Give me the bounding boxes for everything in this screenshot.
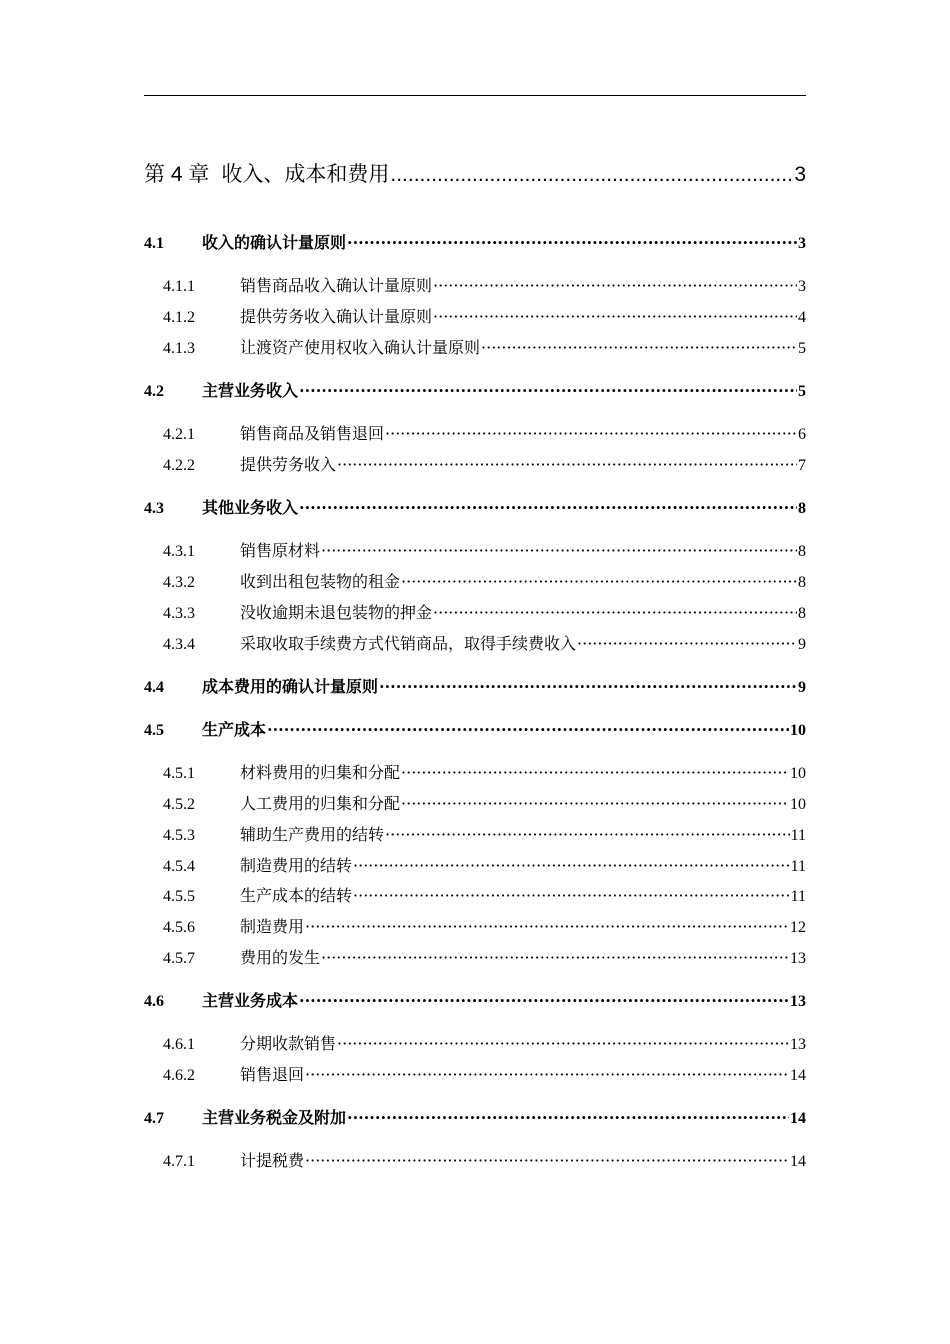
toc-subsection-title: 销售退回: [240, 1065, 305, 1084]
toc-subsection-title: 计提税费: [240, 1151, 305, 1170]
toc-leader-dots: [433, 276, 797, 295]
toc-section-title: 成本费用的确认计量原则: [202, 677, 379, 696]
toc-subsection-page: 5: [798, 340, 806, 357]
toc-subsection-entry[interactable]: [163, 853, 806, 877]
toc-subsection-number: 4.1.3: [163, 340, 195, 357]
toc-section-number: 4.6: [144, 993, 164, 1010]
toc-leader-dots: [305, 917, 789, 936]
toc-leader-dots: [267, 720, 789, 739]
toc-section-entry[interactable]: [144, 988, 806, 1012]
toc-leader-dots: [385, 424, 797, 443]
toc-subsection-title: 销售商品及销售退回: [240, 424, 385, 443]
toc-leader-dots: [321, 948, 789, 967]
toc-section-number: 4.5: [144, 722, 164, 739]
toc-subsection-entry[interactable]: [163, 883, 806, 907]
toc-subsection-entry[interactable]: [163, 421, 806, 445]
toc-subsection-number: 4.5.6: [163, 919, 195, 936]
toc-section-title: 收入的确认计量原则: [202, 233, 347, 252]
toc-subsection-page: 8: [798, 574, 806, 591]
toc-section-page: 8: [798, 500, 806, 517]
toc-section-number: 4.1: [144, 235, 164, 252]
toc-subsection-page: 12: [790, 919, 806, 936]
toc-subsection-title: 分期收款销售: [240, 1034, 337, 1053]
toc-leader-dots: [299, 498, 797, 517]
toc-subsection-entry[interactable]: [163, 1062, 806, 1086]
toc-subsection-title: 制造费用的结转: [240, 856, 353, 875]
toc-subsection-title: 生产成本的结转: [240, 886, 353, 905]
toc-subsection-number: 4.5.2: [163, 796, 195, 813]
toc-subsection-page: 11: [790, 858, 806, 875]
toc-section-title: 主营业务成本: [202, 991, 299, 1010]
header-rule: [144, 95, 806, 96]
toc-section-number: 4.4: [144, 679, 164, 696]
toc-subsection-number: 4.2.1: [163, 426, 195, 443]
toc-subsection-page: 9: [798, 636, 806, 653]
toc-leader-dots: [347, 1108, 789, 1127]
toc-subsection-title: 费用的发生: [240, 948, 321, 967]
toc-section-entry[interactable]: [144, 717, 806, 741]
toc-leader-dots: [577, 634, 797, 653]
toc-section-entry[interactable]: [144, 495, 806, 519]
toc-leader-dots: [433, 603, 797, 622]
toc-section-title: 生产成本: [202, 720, 267, 739]
toc-section-title: 其他业务收入: [202, 498, 299, 517]
toc-subsection-number: 4.3.4: [163, 636, 195, 653]
toc-subsection-page: 11: [790, 827, 806, 844]
toc-leader-dots: [299, 381, 797, 400]
toc-subsection-entry[interactable]: [163, 631, 806, 655]
toc-leader-dots: [305, 1065, 789, 1084]
toc-subsection-title: 人工费用的归集和分配: [240, 794, 401, 813]
toc-chapter-number: 第 4 章: [144, 163, 210, 186]
toc-subsection-title: 提供劳务收入: [240, 455, 337, 474]
toc-chapter-page: 3: [794, 163, 806, 186]
toc-section-page: 9: [798, 679, 806, 696]
toc-leader-dots: [379, 677, 797, 696]
toc-subsection-page: 13: [790, 1036, 806, 1053]
toc-subsection-title: 收到出租包装物的租金: [240, 572, 401, 591]
toc-leader-dots: [299, 991, 789, 1010]
toc-chapter-title: 收入、成本和费用: [221, 163, 390, 186]
toc-section-page: 3: [798, 235, 806, 252]
toc-subsection-entry[interactable]: [163, 791, 806, 815]
toc-section-number: 4.7: [144, 1110, 164, 1127]
toc-section-page: 10: [790, 722, 806, 739]
toc-leader-dots: [347, 233, 797, 252]
toc-subsection-number: 4.5.5: [163, 888, 195, 905]
toc-subsection-page: 8: [798, 605, 806, 622]
toc-leader-dots: [337, 1034, 789, 1053]
toc-subsection-number: 4.6.2: [163, 1067, 195, 1084]
toc-chapter-entry[interactable]: [144, 158, 806, 188]
toc-subsection-number: 4.1.1: [163, 278, 195, 295]
toc-leader-dots: [401, 794, 789, 813]
toc-section-number: 4.2: [144, 383, 164, 400]
toc-leader-dots: [390, 163, 793, 187]
toc-subsection-number: 4.5.7: [163, 950, 195, 967]
toc-section-page: 14: [790, 1110, 806, 1127]
toc-subsection-entry[interactable]: [163, 538, 806, 562]
toc-subsection-entry[interactable]: [163, 335, 806, 359]
toc-subsection-number: 4.5.3: [163, 827, 195, 844]
toc-subsection-entry[interactable]: [163, 822, 806, 846]
toc-subsection-entry[interactable]: [163, 273, 806, 297]
toc-subsection-entry[interactable]: [163, 1148, 806, 1172]
toc-leader-dots: [481, 338, 797, 357]
toc-section-entry[interactable]: [144, 230, 806, 254]
toc-leader-dots: [385, 825, 790, 844]
toc-subsection-entry[interactable]: [163, 452, 806, 476]
toc-section-number: 4.3: [144, 500, 164, 517]
toc-subsection-entry[interactable]: [163, 569, 806, 593]
toc-subsection-entry[interactable]: [163, 760, 806, 784]
toc-leader-dots: [401, 572, 797, 591]
toc-leader-dots: [353, 886, 790, 905]
toc-subsection-page: 10: [790, 765, 806, 782]
toc-subsection-title: 销售原材料: [240, 541, 321, 560]
toc-subsection-page: 6: [798, 426, 806, 443]
toc-subsection-title: 制造费用: [240, 917, 305, 936]
toc-leader-dots: [353, 856, 790, 875]
toc-subsection-page: 14: [790, 1153, 806, 1170]
toc-subsection-number: 4.6.1: [163, 1036, 195, 1053]
toc-subsection-title: 辅助生产费用的结转: [240, 825, 385, 844]
toc-subsection-page: 3: [798, 278, 806, 295]
toc-leader-dots: [433, 307, 797, 326]
toc-subsection-number: 4.2.2: [163, 457, 195, 474]
toc-subsection-page: 11: [790, 888, 806, 905]
toc-section-page: 13: [790, 993, 806, 1010]
toc-subsection-page: 7: [798, 457, 806, 474]
toc-subsection-title: 材料费用的归集和分配: [240, 763, 401, 782]
toc-subsection-number: 4.5.1: [163, 765, 195, 782]
toc-subsection-number: 4.3.3: [163, 605, 195, 622]
toc-section-page: 5: [798, 383, 806, 400]
toc-subsection-number: 4.5.4: [163, 858, 195, 875]
toc-section-entry[interactable]: [144, 1105, 806, 1129]
toc-subsection-title: 没收逾期未退包装物的押金: [240, 603, 433, 622]
toc-subsection-page: 8: [798, 543, 806, 560]
toc-section-entry[interactable]: [144, 674, 806, 698]
toc-subsection-number: 4.7.1: [163, 1153, 195, 1170]
toc-subsection-entry[interactable]: [163, 914, 806, 938]
toc-subsection-page: 10: [790, 796, 806, 813]
toc-subsection-entry[interactable]: [163, 304, 806, 328]
toc-section-title: 主营业务收入: [202, 381, 299, 400]
toc-subsection-title: 让渡资产使用权收入确认计量原则: [240, 338, 481, 357]
toc-leader-dots: [305, 1151, 789, 1170]
toc-subsection-entry[interactable]: [163, 600, 806, 624]
toc-section-title: 主营业务税金及附加: [202, 1108, 347, 1127]
toc-subsection-page: 4: [798, 309, 806, 326]
toc-leader-dots: [321, 541, 797, 560]
toc-subsection-page: 13: [790, 950, 806, 967]
toc-subsection-title: 采取收取手续费方式代销商品，取得手续费收入: [240, 634, 577, 653]
toc-subsection-title: 提供劳务收入确认计量原则: [240, 307, 433, 326]
toc-subsection-number: 4.3.1: [163, 543, 195, 560]
toc-leader-dots: [401, 763, 789, 782]
toc-subsection-number: 4.1.2: [163, 309, 195, 326]
toc-leader-dots: [337, 455, 797, 474]
toc-subsection-title: 销售商品收入确认计量原则: [240, 276, 433, 295]
toc-subsection-number: 4.3.2: [163, 574, 195, 591]
toc-section-entry[interactable]: [144, 378, 806, 402]
toc-subsection-page: 14: [790, 1067, 806, 1084]
toc-subsection-entry[interactable]: [163, 1031, 806, 1055]
toc-subsection-entry[interactable]: [163, 945, 806, 969]
